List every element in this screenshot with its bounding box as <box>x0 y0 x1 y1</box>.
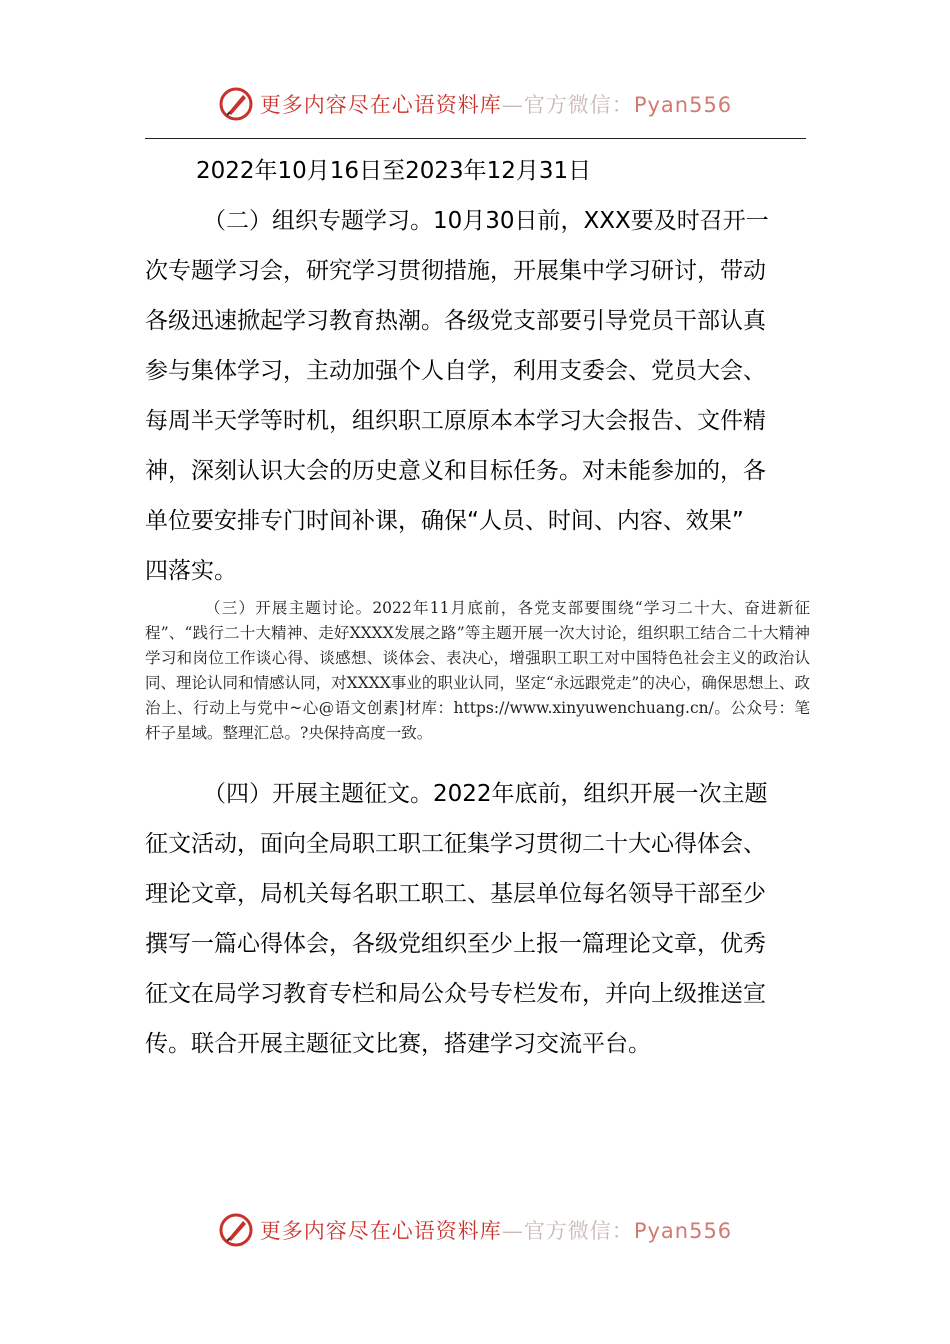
paragraph-line: 神，深刻认识大会的历史意义和目标任务。对未能参加的，各 <box>145 458 766 484</box>
header-banner-wechat: 官方微信： <box>523 93 634 117</box>
footer-banner-text <box>260 1215 732 1245</box>
footer-banner-dash: — <box>501 1219 524 1243</box>
paragraph-line: 征文活动，面向全局职工职工征集学习贯彻二十大心得体会、 <box>145 831 766 857</box>
footer-banner <box>0 1208 950 1252</box>
paragraph-line: 每周半天学等时机，组织职工原原本本学习大会报告、文件精 <box>145 408 766 434</box>
footer-banner-wechat: 官方微信： <box>523 1219 634 1243</box>
paragraph-line: （四）开展主题征文。2022年底前，组织开展一次主题 <box>203 781 768 807</box>
date-line: 2022年10月16日至2023年12月31日 <box>196 158 592 184</box>
header-banner <box>0 82 950 126</box>
paragraph-line: 四落实。 <box>145 558 237 584</box>
paragraph-line: 征文在局学习教育专栏和局公众号专栏发布，并向上级推送宣 <box>145 981 766 1007</box>
paragraph-essay <box>145 769 810 1069</box>
paragraph-line: （二）组织专题学习。10月30日前，XXX要及时召开一 <box>203 208 769 234</box>
header-banner-label: 更多内容尽在心语资料库 <box>259 93 502 117</box>
header-banner-text <box>260 89 732 119</box>
paragraph-line: 参与集体学习，主动加强个人自学，利用支委会、党员大会、 <box>145 358 766 384</box>
header-rule <box>145 138 806 139</box>
paragraph-line: 撰写一篇心得体会，各级党组织至少上报一篇理论文章，优秀 <box>145 931 766 957</box>
paragraph-discussion: （三）开展主题讨论。2022年11月底前，各党支部要围绕“学习二十大、奋进新征程”、“践行二十大精神、走好XXXX发展之路”等主题开展一次大讨论，组织职工结合二十大精神学习和岗位工作谈心得、谈感想、谈体会、表决心，增强职工职工对中国特色社会主义的政治认同、理论认同和情感认同，对XXXX事业的职业认同，坚定“永远跟党走”的决心，确保思想上、政治上、行动上与党中~心@语文创素]材库：https://www.xinyuwenchuang.cn/。公众号：笔杆子星域。整理汇总。?央保持高度一致。 <box>145 599 810 742</box>
footer-banner-label: 更多内容尽在心语资料库 <box>259 1219 502 1243</box>
header-banner-handle: Pyan556 <box>633 93 733 117</box>
quill-logo-icon <box>218 86 254 122</box>
paragraph-study <box>145 196 810 596</box>
paragraph-line: 单位要安排专门时间补课，确保“人员、时间、内容、效果” <box>145 508 744 534</box>
header-banner-dash: — <box>501 93 524 117</box>
footer-banner-handle: Pyan556 <box>633 1219 733 1243</box>
paragraph-line: 各级迅速掀起学习教育热潮。各级党支部要引导党员干部认真 <box>145 308 766 334</box>
quill-logo-icon <box>218 1212 254 1248</box>
paragraph-line: 传。联合开展主题征文比赛，搭建学习交流平台。 <box>145 1031 651 1057</box>
paragraph-line: 次专题学习会，研究学习贯彻措施，开展集中学习研讨，带动 <box>145 258 766 284</box>
paragraph-line: 理论文章，局机关每名职工职工、基层单位每名领导干部至少 <box>145 881 766 907</box>
